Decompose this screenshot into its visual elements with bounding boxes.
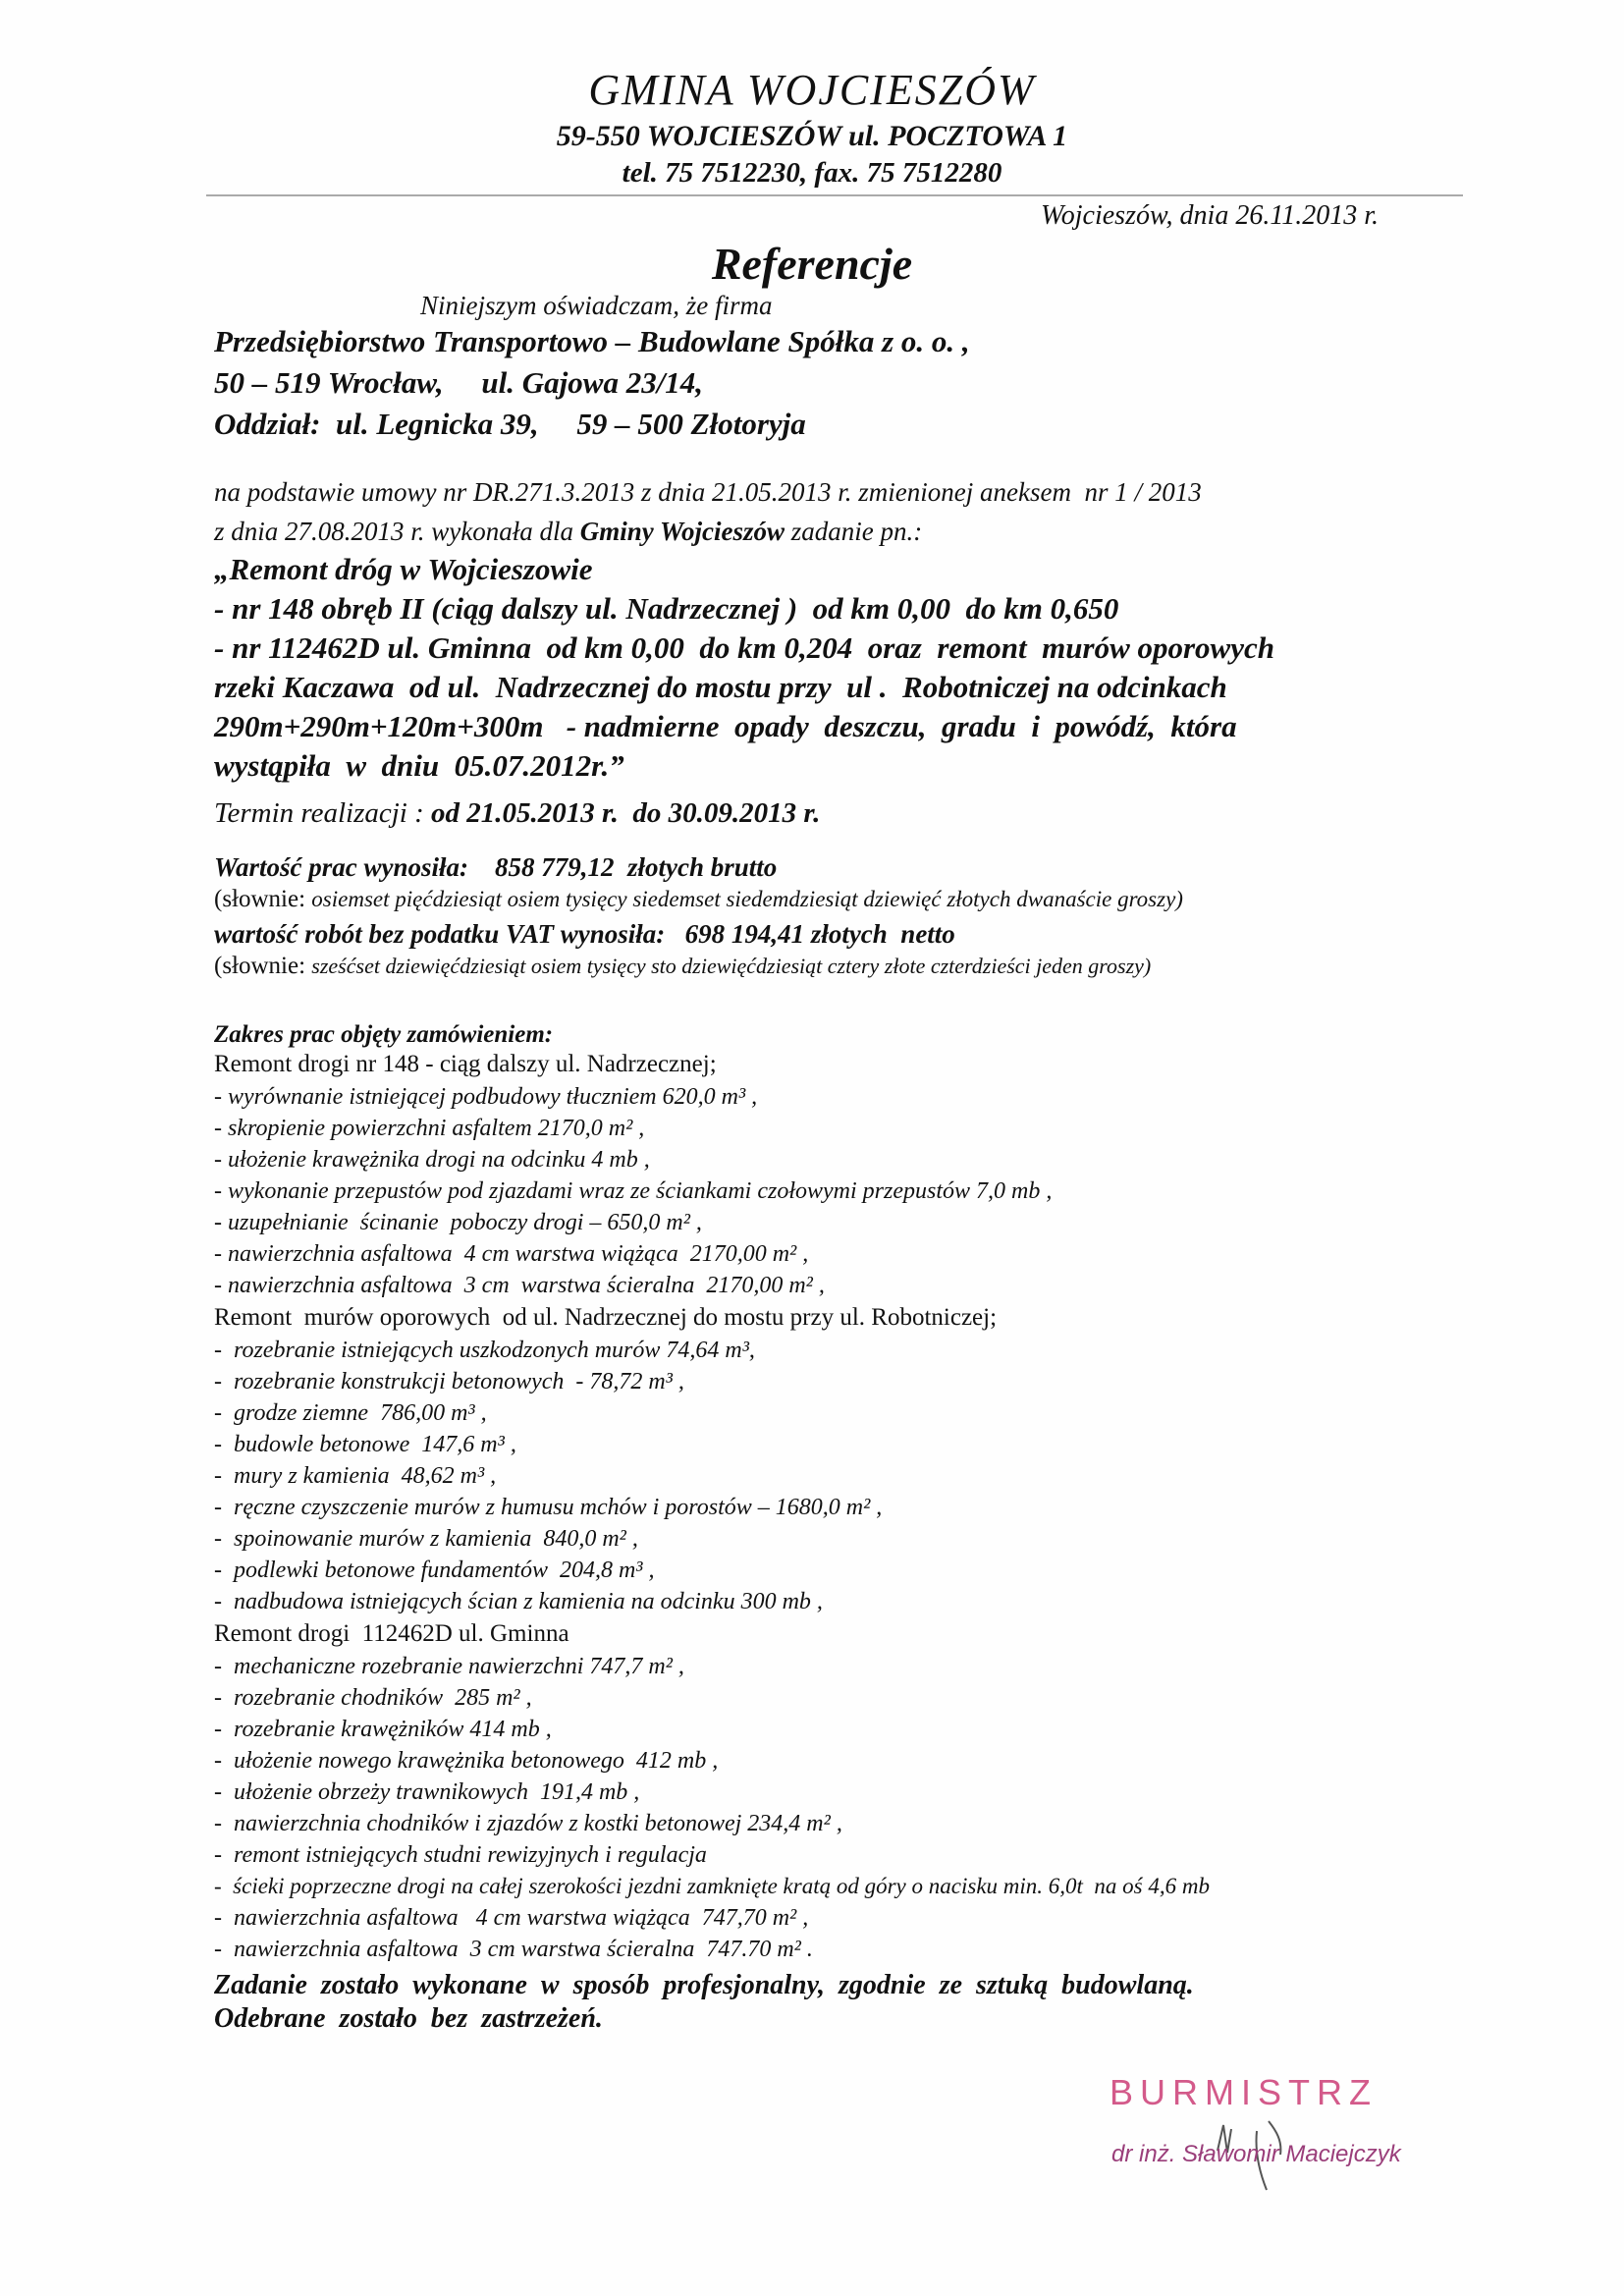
- list-item: - rozebranie istniejących uszkodzonych murów 74,64 m³,: [214, 1338, 755, 1363]
- letterhead-address: 59-550 WOJCIESZÓW ul. POCZTOWA 1: [556, 120, 1068, 152]
- list-item: - budowle betonowe 147,6 m³ ,: [214, 1432, 516, 1457]
- list-item: - nawierzchnia asfaltowa 3 cm warstwa ścieralna 2170,00 m² ,: [214, 1273, 825, 1298]
- list-item: - ścieki poprzeczne drogi na całej szerokości jezdni zamknięte kratą od góry o nacisku min. 6,0t na oś 4,6 mb: [214, 1874, 1210, 1898]
- list-item: - remont istniejących studni rewizyjnych i regulacja: [214, 1842, 707, 1868]
- list-item: - mechaniczne rozebranie nawierzchni 747,7 m² ,: [214, 1654, 684, 1679]
- header-divider: [206, 194, 1463, 196]
- task-line-5: 290m+290m+120m+300m - nadmierne opady deszczu, gradu i powódź, która: [214, 709, 1237, 743]
- task-line-1: „Remont dróg w Wojcieszowie: [214, 552, 593, 586]
- list-item: - ułożenie nowego krawężnika betonowego 412 mb ,: [214, 1748, 719, 1774]
- list-item: - ręczne czyszczenie murów z humusu mchów i porostów – 1680,0 m² ,: [214, 1495, 883, 1520]
- list-item: - nawierzchnia chodników i zjazdów z kostki betonowej 234,4 m² ,: [214, 1811, 842, 1836]
- list-item: - rozebranie chodników 285 m² ,: [214, 1685, 532, 1711]
- value-gross-amount: 858 779,12 złotych brutto: [495, 852, 778, 882]
- value-net-words-line: [214, 953, 1151, 980]
- contract-line-2-pre: z dnia 27.08.2013 r. wykonała dla: [214, 517, 574, 546]
- list-item: - nawierzchnia asfaltowa 4 cm warstwa wiążąca 2170,00 m² ,: [214, 1241, 809, 1267]
- contract-line-2-bold: Gminy Wojcieszów: [579, 517, 785, 546]
- company-branch: Oddział: ul. Legnicka 39, 59 – 500 Złotoryja: [214, 407, 806, 441]
- place-date: Wojcieszów, dnia 26.11.2013 r.: [1041, 200, 1380, 231]
- list-item: - mury z kamienia 48,62 m³ ,: [214, 1463, 497, 1489]
- contract-line-2-post: zadanie pn.:: [790, 517, 923, 546]
- task-line-2: - nr 148 obręb II (ciąg dalszy ul. Nadrzecznej ) od km 0,00 do km 0,650: [214, 591, 1119, 626]
- value-gross-words-line: [214, 886, 1183, 913]
- value-net-words: sześćset dziewięćdziesiąt osiem tysięcy sto dziewięćdziesiąt cztery złote czterdzieści jeden groszy): [311, 954, 1152, 978]
- section-3-title: Remont drogi 112462D ul. Gminna: [214, 1620, 569, 1647]
- term-label: Termin realizacji :: [214, 797, 424, 829]
- list-item: - nawierzchnia asfaltowa 3 cm warstwa ścieralna 747.70 m² .: [214, 1937, 813, 1962]
- list-item: - nadbudowa istniejących ścian z kamienia na odcinku 300 mb ,: [214, 1589, 823, 1614]
- value-gross-words: osiemset pięćdziesiąt osiem tysięcy siedemset siedemdziesiąt dziewięć złotych dwanaście groszy): [311, 887, 1183, 911]
- list-item: - ułożenie obrzeży trawnikowych 191,4 mb ,: [214, 1779, 640, 1805]
- value-net-words-prefix: (słownie:: [214, 953, 306, 979]
- list-item: - skropienie powierzchni asfaltem 2170,0 m² ,: [214, 1116, 645, 1141]
- conclusion-line-2: Odebrane zostało bez zastrzeżeń.: [214, 2003, 603, 2034]
- list-item: - wyrównanie istniejącej podbudowy tłuczniem 620,0 m³ ,: [214, 1084, 758, 1110]
- section-1-title: Remont drogi nr 148 - ciąg dalszy ul. Nadrzecznej;: [214, 1051, 717, 1077]
- task-line-6: wystąpiła w dniu 05.07.2012r.”: [214, 748, 624, 783]
- scope-heading: Zakres prac objęty zamówieniem:: [214, 1021, 554, 1048]
- stamp-title: BURMISTRZ: [1110, 2072, 1378, 2112]
- value-gross-label: Wartość prac wynosiła:: [214, 852, 469, 882]
- list-item: - rozebranie konstrukcji betonowych - 78,72 m³ ,: [214, 1369, 684, 1394]
- list-item: - spoinowanie murów z kamienia 840,0 m² ,: [214, 1526, 638, 1552]
- section-2-title: Remont murów oporowych od ul. Nadrzecznej do mostu przy ul. Robotniczej;: [214, 1304, 998, 1331]
- value-gross-words-prefix: (słownie:: [214, 886, 306, 912]
- contract-line-2: [214, 517, 922, 547]
- document-title: Referencje: [711, 239, 913, 289]
- list-item: - rozebranie krawężników 414 mb ,: [214, 1717, 552, 1742]
- company-name: Przedsiębiorstwo Transportowo – Budowlane Spółka z o. o. ,: [214, 324, 970, 358]
- letterhead-title: GMINA WOJCIESZÓW: [588, 66, 1036, 114]
- contract-line-1: na podstawie umowy nr DR.271.3.2013 z dnia 21.05.2013 r. zmienionej aneksem nr 1 / 2013: [214, 477, 1202, 507]
- list-item: - wykonanie przepustów pod zjazdami wraz ze ściankami czołowymi przepustów 7,0 mb ,: [214, 1178, 1053, 1204]
- value-net-label: wartość robót bez podatku VAT wynosiła:: [214, 919, 666, 949]
- task-line-3: - nr 112462D ul. Gminna od km 0,00 do km 0,204 oraz remont murów oporowych: [214, 630, 1274, 665]
- stamp-name: dr inż. Sławomir Maciejczyk: [1111, 2141, 1401, 2167]
- letterhead-contact: tel. 75 7512230, fax. 75 7512280: [622, 157, 1002, 189]
- term-line: [214, 797, 820, 830]
- list-item: - nawierzchnia asfaltowa 4 cm warstwa wiążąca 747,70 m² ,: [214, 1905, 809, 1931]
- term-value: od 21.05.2013 r. do 30.09.2013 r.: [431, 797, 821, 829]
- company-address: 50 – 519 Wrocław, ul. Gajowa 23/14,: [214, 365, 704, 400]
- list-item: - grodze ziemne 786,00 m³ ,: [214, 1400, 487, 1426]
- intro-text: Niniejszym oświadczam, że firma: [420, 291, 773, 320]
- value-gross-line: [214, 852, 777, 883]
- list-item: - podlewki betonowe fundamentów 204,8 m³ ,: [214, 1558, 655, 1583]
- list-item: - uzupełnianie ścinanie poboczy drogi – 650,0 m² ,: [214, 1210, 702, 1235]
- value-net-amount: 698 194,41 złotych netto: [684, 919, 955, 949]
- value-net-line: [214, 919, 955, 950]
- task-line-4: rzeki Kaczawa od ul. Nadrzecznej do mostu przy ul . Robotniczej na odcinkach: [214, 670, 1227, 704]
- conclusion-line-1: Zadanie zostało wykonane w sposób profesjonalny, zgodnie ze sztuką budowlaną.: [214, 1970, 1194, 2000]
- list-item: - ułożenie krawężnika drogi na odcinku 4 mb ,: [214, 1147, 650, 1173]
